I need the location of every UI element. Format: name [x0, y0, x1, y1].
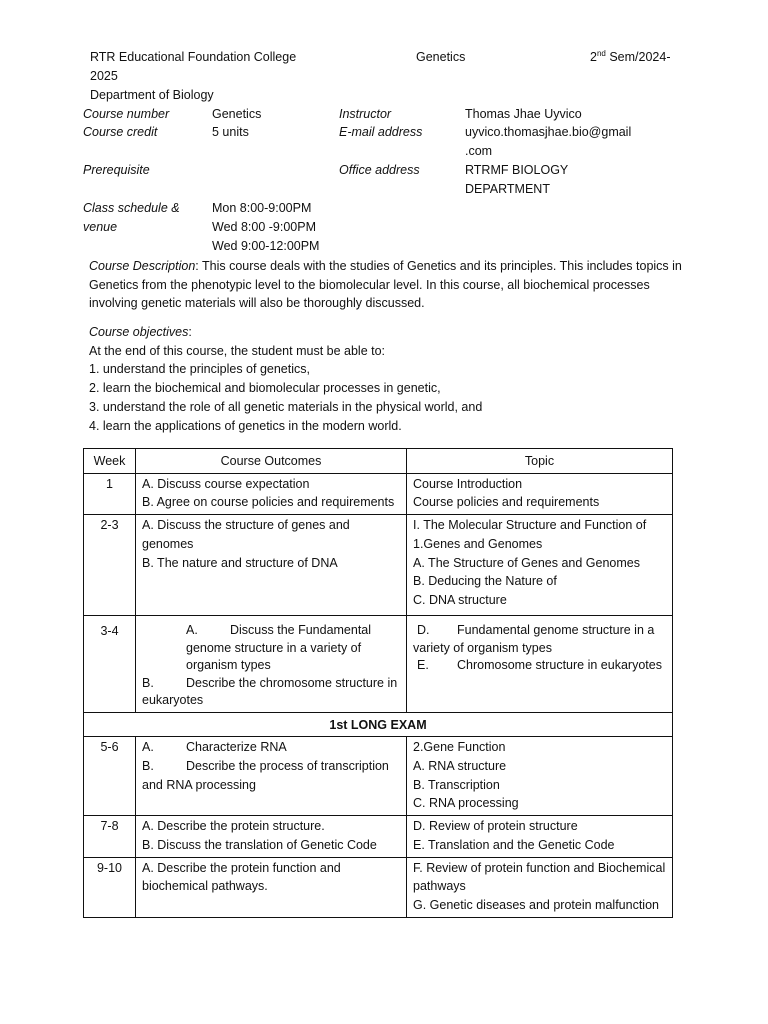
syllabus-table — [83, 448, 673, 918]
week-cell: 2-3 — [84, 515, 136, 616]
topic-cell: D. Review of protein structure E. Translation and the Genetic Code — [407, 816, 673, 857]
email-value-cont: .com — [465, 144, 493, 158]
course-objectives: Course objectives: At the end of this course, the student must be able to: 1. understand the principles of genetics, 2. learn the biochemical and biomolecular processes in genetic, 3. understand the role of all genetic materials in the physical world, and 4. learn the applications of genetics in the modern world. — [89, 323, 689, 435]
outcomes-cell: A. Characterize RNA B. Describe the process of transcription and RNA processing — [136, 737, 407, 816]
course-description — [89, 257, 689, 313]
header-week: Week — [84, 449, 136, 474]
email-label: E-mail address — [339, 125, 423, 139]
semester: 2nd Sem/2024- — [590, 48, 671, 64]
table-row — [84, 473, 673, 514]
outcomes-cell: A. Discuss the Fundamental genome structure in a variety of organism types B. Describe the chromosome structure in eukaryotes — [136, 616, 407, 713]
objectives-label: Course objectives — [89, 325, 189, 339]
table-header-row — [84, 449, 673, 474]
description-text: : This course deals with the studies of Genetics and its principles. This includes topics in Genetics from the phenotypic level to the biomolecular level. In this course, all biochemical processes involving genetic materials will also be thoroughly discussed. — [89, 259, 682, 311]
semester-year-end: 2025 — [90, 69, 118, 83]
schedule-label-cont: venue — [83, 220, 118, 234]
exam-label: 1st LONG EXAM — [84, 712, 673, 737]
week-cell: 3-4 — [84, 616, 136, 713]
week-cell: 9-10 — [84, 857, 136, 917]
schedule-item: Mon 8:00-9:00PM — [212, 201, 312, 215]
exam-row — [84, 712, 673, 737]
table-row — [84, 737, 673, 816]
objectives-intro: At the end of this course, the student must be able to: — [89, 343, 386, 358]
topic-cell: F. Review of protein function and Biochemical pathways G. Genetic diseases and protein malfunction — [407, 857, 673, 917]
objective-item: 2. learn the biochemical and biomolecular processes in genetic, — [89, 381, 441, 396]
topic-cell: 2.Gene Function A. RNA structure B. Transcription C. RNA processing — [407, 737, 673, 816]
outcomes-cell: A. Discuss course expectation B. Agree on course policies and requirements — [136, 473, 407, 514]
office-value-cont: DEPARTMENT — [465, 182, 550, 196]
office-label: Office address — [339, 163, 420, 177]
course-number-value: Genetics — [212, 107, 262, 121]
instructor-label: Instructor — [339, 107, 392, 121]
email-value: uyvico.thomasjhae.bio@gmail — [465, 125, 632, 139]
course-number-label: Course number — [83, 107, 170, 121]
week-cell: 1 — [84, 473, 136, 514]
outcomes-cell: A. Describe the protein function and biochemical pathways. — [136, 857, 407, 917]
instructor-value: Thomas Jhae Uyvico — [465, 107, 582, 121]
course-credit-label: Course credit — [83, 125, 158, 139]
schedule-label: Class schedule & — [83, 201, 180, 215]
institution-name: RTR Educational Foundation College — [90, 50, 297, 64]
schedule-item: Wed 9:00-12:00PM — [212, 239, 320, 253]
week-cell: 5-6 — [84, 737, 136, 816]
table-row — [84, 857, 673, 917]
topic-cell: I. The Molecular Structure and Function of 1.Genes and Genomes A. The Structure of Genes and Genomes B. Deducing the Nature of C. DNA structure — [407, 515, 673, 616]
department-name: Department of Biology — [90, 88, 214, 102]
week-cell: 7-8 — [84, 816, 136, 857]
table-row — [84, 616, 673, 713]
objective-item: 4. learn the applications of genetics in the modern world. — [89, 418, 402, 433]
topic-cell: Course Introduction Course policies and requirements — [407, 473, 673, 514]
outcomes-cell: A. Describe the protein structure. B. Discuss the translation of Genetic Code — [136, 816, 407, 857]
office-value: RTRMF BIOLOGY — [465, 163, 569, 177]
table-row — [84, 816, 673, 857]
prerequisite-label: Prerequisite — [83, 163, 150, 177]
objective-item: 1. understand the principles of genetics, — [89, 362, 310, 377]
header-subject: Genetics — [416, 50, 466, 64]
course-credit-value: 5 units — [212, 125, 249, 139]
objective-item: 3. understand the role of all genetic materials in the physical world, and — [89, 399, 483, 414]
schedule-item: Wed 8:00 -9:00PM — [212, 220, 316, 234]
header-topic: Topic — [407, 449, 673, 474]
topic-cell: D. Fundamental genome structure in a variety of organism types E. Chromosome structure in eukaryotes — [407, 616, 673, 713]
header-outcomes: Course Outcomes — [136, 449, 407, 474]
outcomes-cell: A. Discuss the structure of genes and genomes B. The nature and structure of DNA — [136, 515, 407, 616]
table-row — [84, 515, 673, 616]
description-label: Course Description — [89, 259, 196, 273]
